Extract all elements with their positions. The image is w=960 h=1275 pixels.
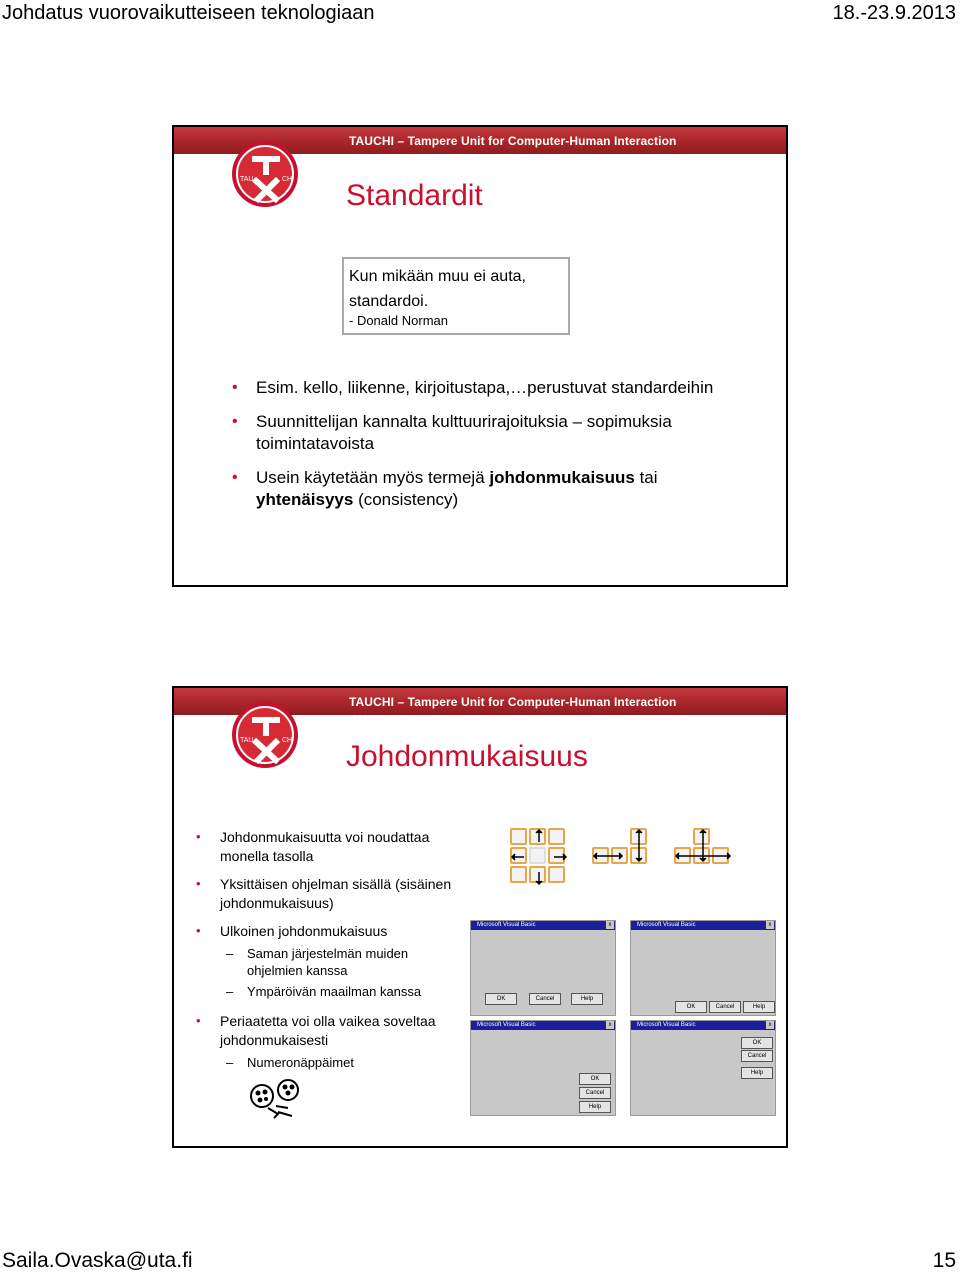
sub-bullet-item: – Ympäröivän maailman kanssa (226, 984, 422, 999)
bullet-dot-icon: • (196, 923, 201, 938)
vb-dialog-buttons-right (630, 1020, 776, 1116)
numeric-keypad-icon (248, 1078, 308, 1120)
tauchi-logo-icon (230, 700, 300, 770)
close-icon[interactable]: x (766, 1021, 774, 1029)
close-icon[interactable]: x (606, 921, 614, 929)
bullet-dot-icon: • (196, 829, 201, 844)
arrow-keys-cross-layout (510, 828, 570, 888)
slide-johdonmukaisuus (172, 686, 788, 1148)
bullet-list (196, 828, 466, 1075)
cancel-button[interactable]: Cancel (709, 1001, 741, 1013)
sub-bullet-item: – Saman järjestelmän muiden ohjelmien kanssa (226, 946, 409, 978)
vb-dialog-buttons-stacked (470, 1020, 616, 1116)
bullet-item: • Yksittäisen ohjelman sisällä (sisäinen johdonmukaisuus) (196, 876, 452, 911)
cancel-button[interactable]: Cancel (529, 993, 561, 1005)
bullet-list (232, 377, 752, 523)
arrows-icon (592, 828, 652, 868)
vb-dialog-buttons-bottom (470, 920, 616, 1016)
svg-text:TAU: TAU (240, 176, 254, 183)
quote-line-2: standardoi. (349, 293, 429, 310)
bullet-item: • Periaatetta voi olla vaikea soveltaa johdonmukaisesti (196, 1013, 436, 1048)
svg-text:CH: CH (282, 737, 293, 744)
quote-line-1: Kun mikään muu ei auta, (349, 268, 526, 285)
ok-button[interactable]: OK (741, 1037, 773, 1049)
tauchi-logo-icon (230, 139, 300, 209)
bullet-item: • Esim. kello, liikenne, kirjoitustapa,…perustuvat standardeihin (232, 378, 714, 397)
arrows-icon (674, 828, 734, 868)
course-dates: 18.-23.9.2013 (832, 2, 956, 24)
close-icon[interactable]: x (606, 1021, 614, 1029)
ok-button[interactable]: OK (485, 993, 517, 1005)
help-button[interactable]: Help (571, 993, 603, 1005)
sub-bullet-item: – Numeronäppäimet (226, 1055, 354, 1070)
arrows-icon (510, 828, 570, 888)
tauchi-banner: TAUCHI – Tampere Unit for Computer-Human Interaction (349, 134, 677, 148)
bullet-item: • Ulkoinen johdonmukaisuus (196, 923, 388, 939)
slide-title: Johdonmukaisuus (346, 740, 588, 773)
quote-author: - Donald Norman (349, 313, 448, 328)
quote-text (349, 264, 526, 314)
arrow-keys-t-layout (674, 828, 734, 868)
term-consistency: johdonmukaisuus (489, 468, 635, 487)
close-icon[interactable]: x (766, 921, 774, 929)
bullet-item: • Suunnittelijan kannalta kulttuurirajoituksia – sopimuksia toimintatavoista (232, 412, 672, 453)
quote-box (342, 257, 570, 335)
slide-title: Standardit (346, 179, 483, 212)
page-number: 15 (932, 1249, 956, 1272)
course-title: Johdatus vuorovaikutteiseen teknologiaan (2, 2, 375, 24)
help-button[interactable]: Help (579, 1101, 611, 1113)
cancel-button[interactable]: Cancel (741, 1050, 773, 1062)
bullet-dot-icon: • (196, 876, 201, 891)
svg-text:TAU: TAU (240, 737, 254, 744)
bullet-item: • Usein käytetään myös termejä johdonmukaisuus tai yhtenäisyys (consistency) (232, 468, 658, 509)
ok-button[interactable]: OK (579, 1073, 611, 1085)
bullet-dot-icon: • (232, 379, 238, 396)
author-email[interactable]: Saila.Ovaska@uta.fi (2, 1249, 193, 1272)
slide-standardit (172, 125, 788, 587)
bullet-dot-icon: • (196, 1013, 201, 1028)
help-button[interactable]: Help (741, 1067, 773, 1079)
dialog-titlebar: Microsoft Visual Basic x (471, 921, 615, 930)
ok-button[interactable]: OK (675, 1001, 707, 1013)
svg-text:CH: CH (282, 176, 293, 183)
page-header (0, 0, 960, 28)
dialog-titlebar: Microsoft Visual Basic x (631, 921, 775, 930)
arrow-keys-inverted-t (592, 828, 652, 868)
bullet-item: • Johdonmukaisuutta voi noudattaa monella tasolla (196, 829, 430, 864)
page-footer (0, 1247, 960, 1275)
vb-dialog-buttons-bottom-right (630, 920, 776, 1016)
term-uniformity: yhtenäisyys (256, 490, 354, 509)
cancel-button[interactable]: Cancel (579, 1087, 611, 1099)
dialog-titlebar: Microsoft Visual Basic x (471, 1021, 615, 1030)
dialog-titlebar: Microsoft Visual Basic x (631, 1021, 775, 1030)
bullet-dot-icon: • (232, 469, 238, 486)
bullet-dot-icon: • (232, 413, 238, 430)
tauchi-banner: TAUCHI – Tampere Unit for Computer-Human Interaction (349, 695, 677, 709)
help-button[interactable]: Help (743, 1001, 775, 1013)
